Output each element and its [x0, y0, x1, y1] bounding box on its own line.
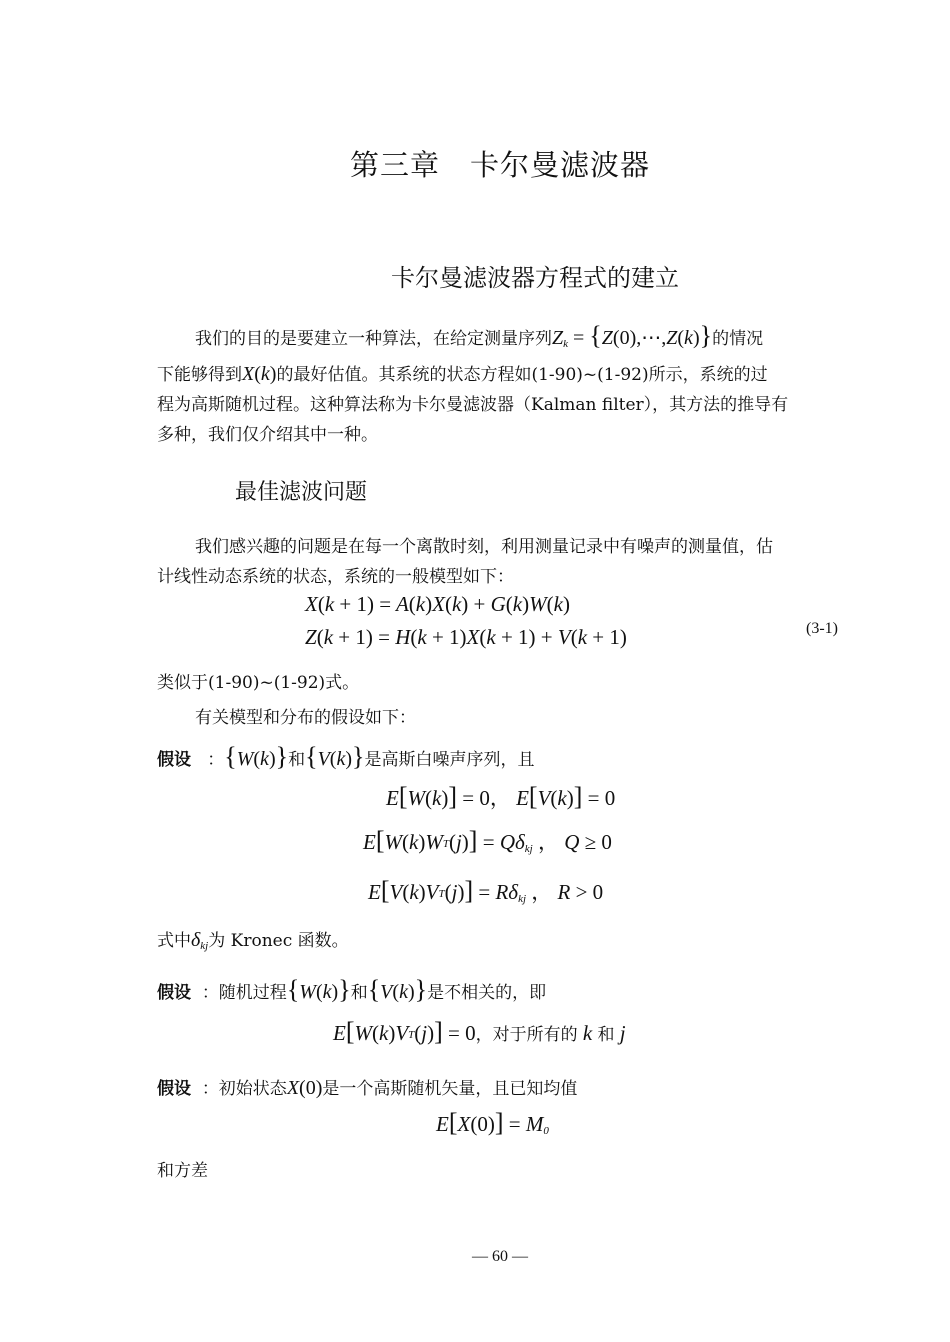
- assumption-1-label: 假设: [157, 750, 191, 770]
- process-noise-covariance: $E[W(k)WT(j)] = Q\delta_{kj}$ ， Q ≥ 0: [363, 826, 612, 855]
- problem-paragraph: [157, 532, 847, 592]
- assumption-2-label: 假设: [157, 983, 191, 1003]
- assumption-2-text-b: 是不相关的，即: [427, 983, 547, 1003]
- chapter-title: 第三章 卡尔曼滤波器: [349, 148, 650, 182]
- and-word-1: 和: [288, 750, 306, 770]
- assumption-1-text: 是高斯白噪声序列，且: [364, 750, 535, 770]
- uncorrelated-equation: E[W(k)VT(j)] = 0，对于所有的 k 和 j: [333, 1017, 626, 1046]
- para1-text-f: 多种，我们仅介绍其中一种。: [157, 425, 378, 445]
- para1-text-d: 的最好估值。其系统的状态方程如(1-90)~(1-92)所示，系统的过: [276, 365, 768, 385]
- assumption-2: 假设 ：随机过程{W(k)}和{V(k)}是不相关的，即: [157, 975, 547, 1004]
- assumption-3-text: ：初始状态: [201, 1079, 287, 1099]
- assumption-2-eq-text: ，对于所有的: [475, 1025, 578, 1045]
- intro-paragraph: [157, 323, 847, 450]
- assumption-2-and: 和: [597, 1025, 615, 1045]
- assumption-3-text-b: 是一个高斯随机矢量，且已知均值: [322, 1079, 578, 1099]
- measurement-noise-covariance: $E[V(k)VT(j)] = R\delta_{kj}$ ， R > 0: [368, 876, 604, 905]
- subsection-title: 最佳滤波问题: [235, 480, 368, 505]
- page-number: — 60 —: [472, 1248, 528, 1265]
- initial-mean-equation: $E[X(0)] = M_0$: [436, 1108, 549, 1137]
- para1-text-c: 下能够得到: [157, 365, 242, 385]
- assumption-1: 假设 ：{W(k)}和{V(k)}是高斯白噪声序列，且: [157, 742, 535, 771]
- assumption-3: 假设 ：初始状态X(0)是一个高斯随机矢量，且已知均值: [157, 1077, 578, 1099]
- kronec-text-a: 式中: [157, 931, 191, 951]
- and-word-2: 和: [350, 983, 368, 1003]
- para2-text-a: 我们感兴趣的问题是在每一个离散时刻，利用测量记录中有噪声的测量值，估: [195, 537, 773, 557]
- measurement-sequence-formula: $Z_k$ = {Z(0),⋯,Z(k)}: [552, 321, 713, 350]
- section-title: 卡尔曼滤波器方程式的建立: [391, 264, 679, 292]
- variance-text: 和方差: [157, 1161, 208, 1181]
- kronecker-note: 式中$\delta_{kj}$为 Kronec 函数。: [157, 929, 349, 952]
- state-estimate-formula: X(k): [242, 363, 277, 385]
- kronec-text-b: 为 Kronec 函数。: [208, 931, 349, 951]
- para1-text-b: 的情况: [712, 329, 764, 349]
- equation-number: (3-1): [806, 620, 838, 637]
- assumptions-intro: 有关模型和分布的假设如下：: [195, 708, 416, 728]
- assumption-3-label: 假设: [157, 1079, 191, 1099]
- para1-text-e: 程为高斯随机过程。这种算法称为卡尔曼滤波器（Kalman filter），其方法的推导有: [157, 395, 789, 415]
- zero-mean-equation: E[W(k)] = 0， E[V(k)] = 0: [386, 782, 616, 811]
- assumption-2-text-a: ：随机过程: [201, 983, 287, 1003]
- similar-to-text: 类似于(1-90)~(1-92)式。: [157, 673, 360, 693]
- state-equation: X(k + 1) = A(k)X(k) + G(k)W(k): [305, 592, 570, 616]
- para1-text-a: 我们的目的是要建立一种算法，在给定测量序列: [195, 329, 552, 349]
- measurement-equation: Z(k + 1) = H(k + 1)X(k + 1) + V(k + 1): [305, 625, 627, 649]
- para2-text-b: 计线性动态系统的状态，系统的一般模型如下：: [157, 567, 514, 587]
